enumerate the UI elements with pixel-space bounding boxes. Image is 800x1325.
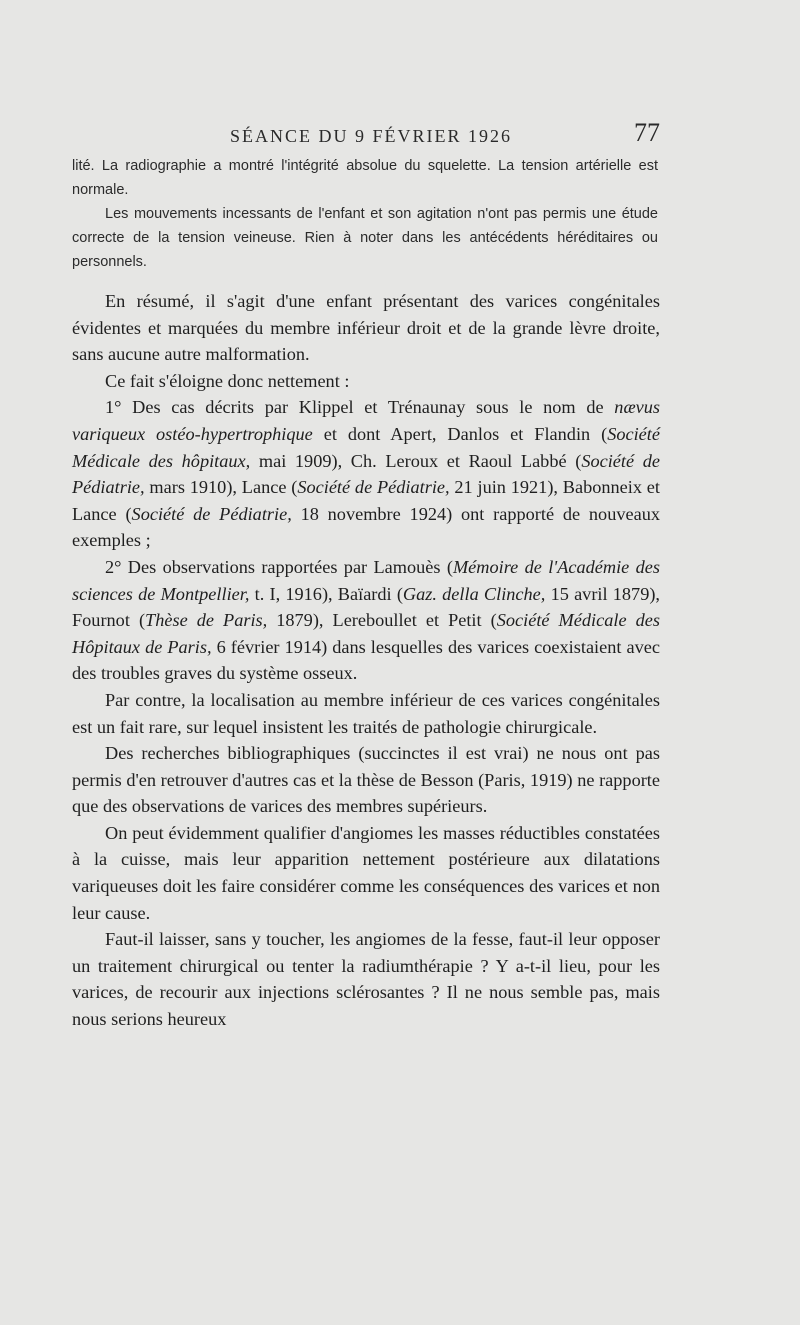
running-title: SÉANCE DU 9 FÉVRIER 1926 [230, 126, 513, 146]
citation-title: Société Médicale des Hôpitaux de Paris, [72, 610, 660, 657]
text-span: mars 1910), Lance ( [144, 477, 298, 498]
citation-title: Société de Pédiatrie, [131, 503, 292, 524]
paragraph-angiomes: On peut évidemment qualifier d'angiomes les masses réductibles constatées à la cuisse, mais leur apparition nettement postérieure aux dilatations variqueuses doit les faire considérer comme les conséquences des varices et non leur cause. [72, 822, 660, 923]
citation-title: Société de Pédiatrie, [72, 450, 660, 498]
paragraph-contrast: Par contre, la localisation au membre inférieur de ces varices congénitales est un fait rare, sur lequel insistent les traités de pathologie chirurgicale. [72, 689, 660, 737]
citation-title: Gaz. della Clinche, [402, 583, 546, 604]
paragraph-differs: Ce fait s'éloigne donc nettement : [105, 370, 350, 391]
text-span: 15 avril 1879), Fournot ( [72, 583, 660, 631]
text-span: 6 février 1914) dans lesquelles des varices coexistaient avec des troubles graves du système osseux. [72, 636, 660, 684]
paragraph-point-2 [72, 554, 660, 687]
italic-term: nævus variqueux ostéo-hypertrophique [72, 397, 660, 444]
citation-title: Mémoire de l'Académie des sciences de Montpellier, [72, 556, 660, 604]
paragraph-research: Des recherches bibliographiques (succinctes il est vrai) ne nous ont pas permis d'en retrouver d'autres cas et la thèse de Besson (Paris, 1919) ne rapporte que des observations de varices des membres supérieurs. [72, 743, 660, 817]
citation-title: Société de Pédiatrie, [297, 477, 450, 498]
citation-title: Thèse de Paris, [145, 610, 268, 631]
paragraph-treatment: Faut-il laisser, sans y toucher, les angiomes de la fesse, faut-il leur opposer un traitement chirurgical ou tenter la radiumthérapie ? Y a-t-il lieu, pour les varices, de recourir aux injections sclérosantes ? Il ne nous semble pas, mais nous serions heureux [72, 929, 660, 1030]
case-notes-paragraph-1: lité. La radiographie a montré l'intégrité absolue du squelette. La tension artérielle est normale. [72, 158, 658, 198]
text-span: 1879), Lereboullet et Petit ( [267, 610, 497, 631]
text-span: 2° Des observations rapportées par Lamouès ( [105, 556, 453, 577]
text-span: 18 novembre 1924) ont rapporté de nouveaux exemples ; [72, 503, 660, 551]
text-span: et dont Apert, Danlos et Flandin ( [312, 423, 608, 444]
text-span: t. I, 1916), Baïardi ( [249, 583, 403, 604]
text-span: mai 1909), Ch. Leroux et Raoul Labbé ( [250, 450, 582, 471]
case-notes-paragraph-2: Les mouvements incessants de l'enfant et son agitation n'ont pas permis une étude correcte de la tension veineuse. Rien à noter dans les antécédents héréditaires ou personnels. [72, 206, 658, 270]
text-span: 1° Des cas décrits par Klippel et Trénaunay sous le nom de [105, 397, 615, 418]
case-notes [72, 154, 658, 274]
page-header [230, 118, 660, 152]
page-number: 77 [634, 118, 660, 147]
paragraph-point-1 [72, 394, 660, 554]
text-span: 21 juin 1921), Babonneix et Lance ( [72, 477, 660, 524]
main-text [72, 288, 660, 1033]
citation-title: Société Médicale des hôpitaux, [72, 423, 660, 471]
paragraph-summary: En résumé, il s'agit d'une enfant présentant des varices congénitales évidentes et marquées du membre inférieur droit et de la grande lèvre droite, sans aucune autre malformation. [72, 291, 660, 365]
